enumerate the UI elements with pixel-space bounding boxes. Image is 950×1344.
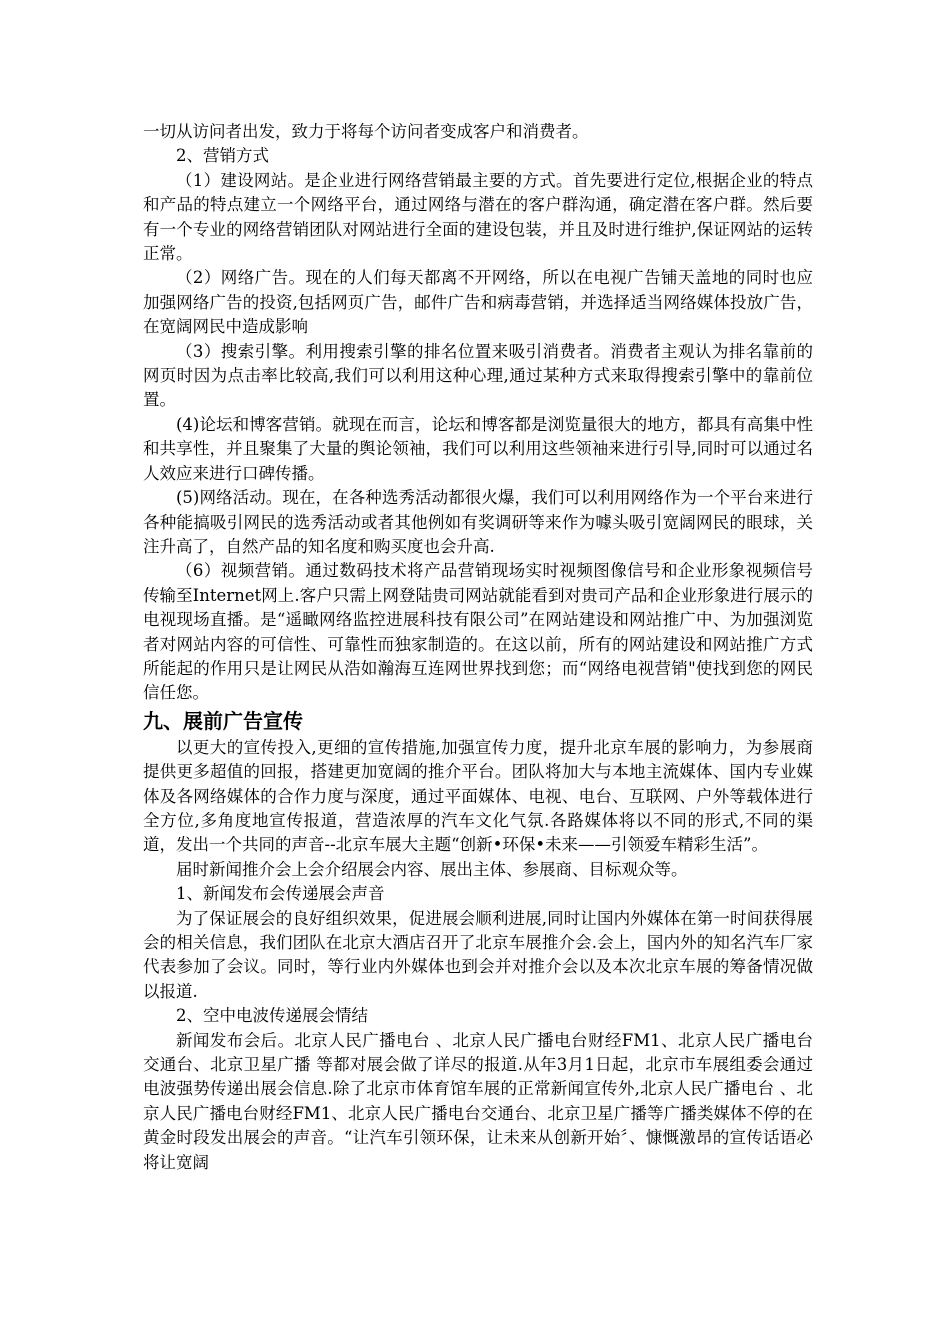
paragraph-search-engine: （3）搜索引擎。利用搜索引擎的排名位置来吸引消费者。消费者主观认为排名靠前的网页时因为点击率比较高,我们可以利用这种心理,通过某种方式来取得搜索引擎中的靠前位置。 — [143, 341, 813, 410]
document-body — [143, 120, 813, 1175]
section-heading: 九、展前广告宣传 — [143, 708, 303, 733]
subheading-marketing-methods: 2、营销方式 — [176, 146, 269, 166]
paragraph-build-website: （1）建设网站。是企业进行网络营销最主要的方式。首先要进行定位,根据企业的特点和产品的特点建立一个网络平台，通过网络与潜在的客户群沟通，确定潜在客户群。然后要有一个专业的网络营销团队对网站进行全面的建设包装，并且及时进行维护,保证网站的运转正常。 — [143, 170, 813, 264]
paragraph-video-marketing: （6）视频营销。通过数码技术将产品营销现场实时视频图像信号和企业形象视频信号传输至Internet网上.客户只需上网登陆贵司网站就能看到对贵司产品和企业形象进行展示的电视现场直播。是“遥瞰网络监控进展科技有限公司”在网站建设和网站推广中、为加强浏览者对网站内容的可信性、可靠性而独家制造的。在这以前，所有的网站建设和网站推广方式所能起的作用只是让网民从浩如瀚海互连网世界找到您；而“网络电视营销"使找到您的网民信任您。 — [143, 561, 813, 703]
paragraph-publicity-intro: 以更大的宣传投入,更细的宣传措施,加强宣传力度，提升北京车展的影响力，为参展商提供更多超值的回报，搭建更加宽阔的推介平台。团队将加大与本地主流媒体、国内专业媒体及各网络媒体的合作力度与深度，通过平面媒体、电视、电台、互联网、户外等载体进行全方位,多角度地宣传报道，营造浓厚的汽车文化气氛.各路媒体将以不同的形式,不同的渠道，发出一个共同的声音--北京车展大主题“创新•环保•未来——引领爱车精彩生活”。 — [143, 737, 813, 855]
paragraph-news-release: 为了保证展会的良好组织效果，促进展会顺利进展,同时让国内外媒体在第一时间获得展会的相关信息，我们团队在北京大酒店召开了北京车展推介会.会上，国内外的知名汽车厂家代表参加了会议。同时，等行业内外媒体也到会并对推介会以及本次北京车展的筹备情况做以报道. — [143, 908, 813, 1001]
paragraph-press-conference: 届时新闻推介会上会介绍展会内容、展出主体、参展商、目标观众等。 — [176, 859, 688, 879]
paragraph-forum-blog: (4)论坛和博客营销。就现在而言，论坛和博客都是浏览量很大的地方，都具有高集中性和共享性，并且聚集了大量的舆论领袖，我们可以利用这些领袖来进行引导,同时可以通过名人效应来进行口碑传播。 — [143, 414, 813, 483]
subheading-news-release: 1、新闻发布会传递展会声音 — [176, 884, 385, 904]
paragraph-continuation: 一切从访问者出发，致力于将每个访问者变成客户和消费者。 — [143, 122, 589, 141]
paragraph-radio: 新闻发布会后。北京人民广播电台 、北京人民广播电台财经FM1、北京人民广播电台交通台、北京卫星广播 等都对展会做了详尽的报道.从年3月1日起，北京市车展组委会通过电波强势传递出展会信息.除了北京市体育馆车展的正常新闻宣传外,北京人民广播电台 、北京人民广播电台财经FM1、北京人民广播电台交通台、北京卫星广播等广播类媒体不停的在黄金时段发出展会的声音。“让汽车引领环保，让未来从创新开始〞、慷慨激昂的宣传话语必将让宽阔 — [143, 1030, 813, 1172]
paragraph-online-ads: （2）网络广告。现在的人们每天都离不开网络，所以在电视广告铺天盖地的同时也应加强网络广告的投资,包括网页广告，邮件广告和病毒营销，并选择适当网络媒体投放广告，在宽阔网民中造成影响 — [143, 268, 813, 337]
paragraph-online-events: (5)网络活动。现在，在各种选秀活动都很火爆，我们可以利用网络作为一个平台来进行各种能搞吸引网民的选秀活动或者其他例如有奖调研等来作为噱头吸引宽阔网民的眼球，关注升高了，自然产品的知名度和购买度也会升高. — [143, 488, 813, 556]
subheading-radio: 2、空中电波传递展会情结 — [176, 1006, 368, 1026]
